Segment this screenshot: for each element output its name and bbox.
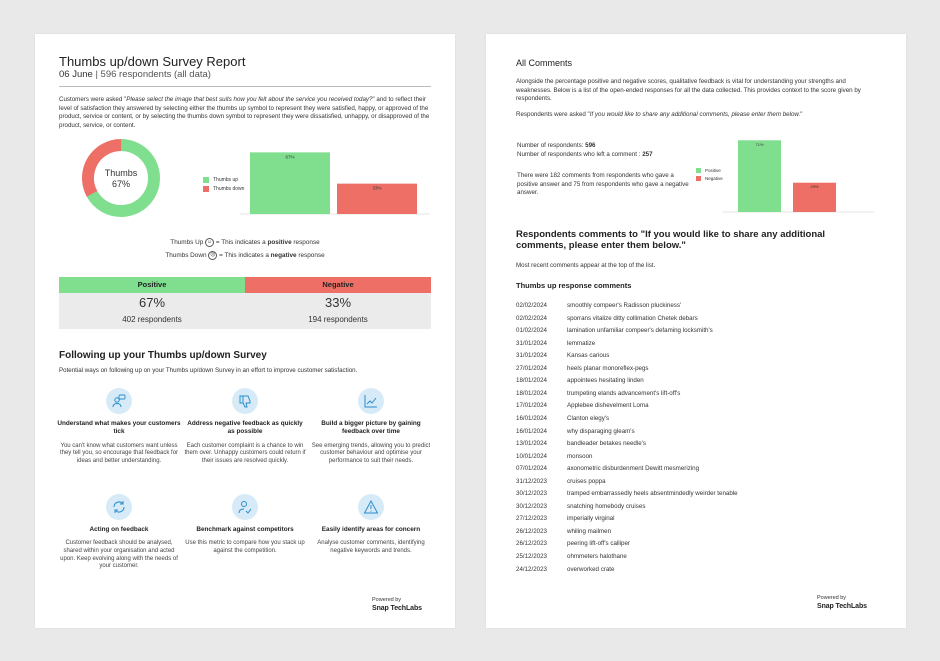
powered-by: Powered by <box>817 595 847 601</box>
comment-row <box>516 402 876 409</box>
comment-text: smoothly compeer's Radisson pluckiness' <box>567 302 682 309</box>
comment-text: sporrans vitalize ditty collimation Chetek debars <box>567 314 698 322</box>
comment-date: 18/01/2024 <box>516 389 547 397</box>
legend-swatch-up <box>203 177 209 183</box>
comment-text: overworked crate <box>567 565 615 573</box>
legend-item-up: Thumbs up <box>203 177 238 183</box>
report-page-1 <box>35 34 455 628</box>
follow-up-subtitle: Potential ways on following up on your Thumbs up/down Survey in an effort to improve customer satisfaction. <box>59 367 358 374</box>
comment-row <box>516 327 876 334</box>
comment-date: 07/01/2024 <box>516 465 547 473</box>
comment-date: 17/01/2024 <box>516 402 547 410</box>
tip-title: Easily identify areas for concern <box>321 526 421 533</box>
tip-description: Use this metric to compare how you stack up against the competition. <box>185 540 305 554</box>
legend-swatch-negative <box>696 176 701 181</box>
warning-icon <box>358 494 384 520</box>
comments-list-title: Thumbs up response comments <box>516 281 632 290</box>
thumbs-down-explanation: Thumbs Down ☹ = This indicates a negative response <box>165 252 325 260</box>
report-title: Thumbs up/down Survey Report <box>59 54 246 69</box>
comment-text: imperially virginal <box>567 515 615 523</box>
positive-header: Positive <box>59 277 245 293</box>
comment-row <box>516 553 876 560</box>
comment-date: 27/12/2023 <box>516 515 547 523</box>
positive-count: 402 respondents <box>122 315 182 324</box>
thumbs-bar-chart <box>240 144 430 216</box>
bar-positive <box>738 140 781 212</box>
comment-row <box>516 478 876 485</box>
report-page-2 <box>486 34 906 628</box>
speech-person-icon <box>106 388 132 414</box>
comment-text: why disparaging gleam's <box>567 427 635 435</box>
comment-row <box>516 440 876 447</box>
comments-bar-chart <box>722 140 874 214</box>
comment-text: peering lift-off's calliper <box>567 540 630 548</box>
positive-percent: 67% <box>138 295 166 310</box>
comment-date: 16/01/2024 <box>516 414 547 422</box>
comment-date: 02/02/2024 <box>516 314 547 322</box>
tip-description: Customer feedback should be analysed, shared within your organisation and acted upon. Keep evolving along with the needs of your customer. <box>60 540 178 570</box>
thumbs-up-explanation: Thumbs Up ☺ = This indicates a positive response <box>170 239 320 247</box>
legend-swatch-down <box>203 186 209 192</box>
negative-percent: 33% <box>324 295 352 310</box>
comment-date: 26/12/2023 <box>516 527 547 535</box>
bar-value-label: 33% <box>372 185 382 191</box>
comment-row <box>516 365 876 372</box>
comments-page-title: All Comments <box>516 58 573 68</box>
brand-logo: Snap TechLabs <box>817 603 867 610</box>
bar-value-label: 71% <box>755 141 764 147</box>
comment-row <box>516 490 876 497</box>
report-date: 06 June <box>59 69 93 80</box>
comment-text: tramped embarrassedly heels absentmindedly weirder tenable <box>567 490 738 498</box>
bar-value-label: 67% <box>285 154 295 160</box>
comment-date: 31/12/2023 <box>516 477 547 485</box>
comment-date: 27/01/2024 <box>516 364 547 372</box>
comment-text: heels planar monoreflex-pegs <box>567 364 649 372</box>
brand-logo: Snap TechLabs <box>372 605 422 612</box>
legend-swatch-positive <box>696 168 701 173</box>
tip-title: Acting on feedback <box>89 526 149 533</box>
tip-card-bigger-picture <box>309 388 433 466</box>
comment-breakdown: There were 182 comments from respondents who gave a positive answer and 75 from respondents who gave a negative answer. <box>517 172 689 197</box>
report-subtitle <box>59 69 211 80</box>
legend-item-negative: Negative <box>696 176 723 181</box>
comments-question: Respondents were asked "If you would like to share any additional comments, please enter them below." <box>516 111 803 118</box>
thumbs-down-icon <box>232 388 258 414</box>
user-check-icon <box>232 494 258 520</box>
donut-center-label: Thumbs 67% <box>104 168 138 189</box>
survey-question: Please select the image that best suits how you felt about the service you received today? <box>126 96 373 103</box>
comment-date: 02/02/2024 <box>516 302 547 309</box>
comment-row <box>516 503 876 510</box>
tip-description: Analyse customer comments, identifying negative keywords and trends. <box>317 540 425 554</box>
divider <box>59 86 431 87</box>
comment-date: 30/12/2023 <box>516 502 547 510</box>
tip-card-concern <box>309 494 433 556</box>
comment-text: monsoon <box>567 452 593 460</box>
follow-up-title: Following up your Thumbs up/down Survey <box>59 350 267 361</box>
comments-intro: Alongside the percentage positive and negative scores, qualitative feedback is vital for understanding your strengths and weaknesses. Below is a list of the open-ended responses for all the data collected. This provides context to the score given by respondents. <box>516 78 861 103</box>
tip-title: Benchmark against competitors <box>196 526 294 533</box>
comment-date: 16/01/2024 <box>516 427 547 435</box>
powered-by: Powered by <box>372 597 402 603</box>
comment-row <box>516 315 876 322</box>
comment-row <box>516 515 876 522</box>
tip-description: You can't know what customers want unless they tell you, so encourage that feedback for ideas and better understanding. <box>59 442 179 464</box>
comment-date: 18/01/2024 <box>516 377 547 385</box>
tip-description: See emerging trends, allowing you to predict customer behaviour and optimise your performance to suit their needs. <box>311 442 431 464</box>
respondent-count: Number of respondents: 596 <box>517 142 596 149</box>
tip-card-understand <box>57 388 181 466</box>
comment-date: 31/01/2024 <box>516 339 547 347</box>
tip-card-benchmark <box>183 494 307 556</box>
trend-chart-icon <box>358 388 384 414</box>
intro-text: Customers were asked "Please select the image that best suits how you felt about the service you received today?" and to reflect their level of satisfaction they answered by selecting either the thumbs up symbol to represent they were satisfied, happy, or approved of the product, service or content, or by selecting the thumbs down symbol to represent they were dissatisfied, unhappy, or disapproved of the product, service, or content. <box>59 96 430 129</box>
tip-card-address <box>183 388 307 466</box>
legend-item-down: Thumbs down <box>203 186 244 192</box>
comment-date: 10/01/2024 <box>516 452 547 460</box>
comment-row <box>516 340 876 347</box>
tip-title: Build a bigger picture by gaining feedback over time <box>321 420 421 436</box>
legend-item-positive: Positive <box>696 168 721 173</box>
comment-row <box>516 390 876 397</box>
comment-text: lamination unfamiliar compeer's defaming locksmith's <box>567 327 713 335</box>
tip-title: Understand what makes your customers tick <box>57 420 181 436</box>
comment-text: Applebee dishevelment Loma <box>567 402 649 410</box>
comment-text: axonometric disburdenment Dewitt mesmerizing <box>567 465 700 473</box>
comment-row <box>516 302 876 309</box>
thumbs-up-icon: ☺ <box>207 239 213 245</box>
comment-row <box>516 428 876 435</box>
respondent-summary: | 596 respondents (all data) <box>92 69 211 80</box>
recent-note: Most recent comments appear at the top of the list. <box>516 262 656 269</box>
comment-row <box>516 528 876 535</box>
tip-card-acting <box>57 494 181 571</box>
comment-row <box>516 540 876 547</box>
comment-date: 25/12/2023 <box>516 553 547 560</box>
comment-row <box>516 415 876 422</box>
comment-text: bandleader betakes needle's <box>567 440 646 448</box>
comment-row <box>516 453 876 460</box>
comment-row <box>516 352 876 359</box>
comment-date: 13/01/2024 <box>516 440 547 448</box>
thumbs-down-icon: ☹ <box>210 252 216 258</box>
comment-text: Kansas carious <box>567 352 610 360</box>
comments-section-title: Respondents comments to "If you would like to share any additional comments, please enter them below." <box>516 229 826 251</box>
tip-title: Address negative feedback as quickly as possible <box>187 420 303 436</box>
comment-date: 31/01/2024 <box>516 352 547 360</box>
stats-table <box>59 277 431 329</box>
tip-description: Each customer complaint is a chance to win them over. Unhappy customers could return if their issues are resolved quickly. <box>184 442 306 464</box>
refresh-icon <box>106 494 132 520</box>
comment-row <box>516 465 876 472</box>
bar-value-label: 29% <box>810 184 819 190</box>
bar-thumbs-up <box>250 152 330 214</box>
comment-date: 26/12/2023 <box>516 540 547 548</box>
negative-header: Negative <box>245 277 431 293</box>
comment-text: appointees hesitating linden <box>567 377 644 385</box>
comment-text: lemmatize <box>567 339 596 347</box>
negative-count: 194 respondents <box>308 315 368 324</box>
comment-text: whiling mailmen <box>567 527 612 535</box>
comment-date: 24/12/2023 <box>516 565 547 573</box>
comment-row <box>516 566 876 573</box>
comment-text: snatching homebody cruises <box>567 502 646 510</box>
comment-text: Clanton elegy's <box>567 414 610 422</box>
comment-date: 01/02/2024 <box>516 327 547 335</box>
comment-text: ohmmeters halothane <box>567 553 627 560</box>
comment-text: trumpeting elands advancement's lift-off's <box>567 389 681 397</box>
comment-count: Number of respondents who left a comment : 257 <box>517 151 653 158</box>
comment-date: 30/12/2023 <box>516 490 547 498</box>
comment-text: cruises poppa <box>567 477 606 485</box>
comment-row <box>516 377 876 384</box>
